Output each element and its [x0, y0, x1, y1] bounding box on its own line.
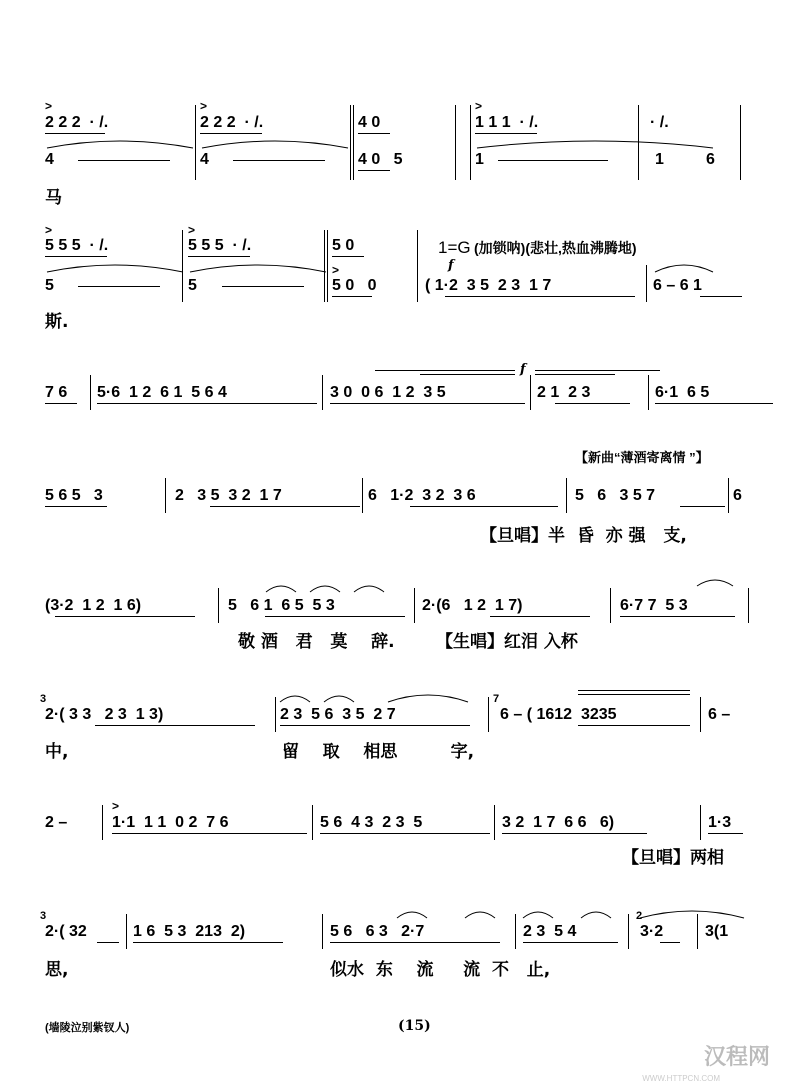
note-group: 2 2 2 · /.: [45, 114, 109, 131]
note-group: 3·2: [640, 923, 664, 940]
bar-line: [165, 478, 166, 513]
crescendo-line: [375, 370, 515, 371]
note-group: 2·( 3 3 2 3 1 3): [45, 706, 164, 723]
underline: [358, 133, 390, 134]
bar-line: [126, 914, 127, 949]
note-group: 3 0 0 6 1 2 3 5: [330, 384, 446, 401]
note-group: 5·6 1 2 6 1 5 6 4: [97, 384, 227, 401]
watermark-logo: 汉程网: [703, 1044, 770, 1070]
underline: [708, 833, 743, 834]
bar-line: [90, 375, 91, 410]
underline: [97, 403, 317, 404]
note-group: 1·3: [708, 814, 732, 831]
dynamic-mark: f: [520, 362, 526, 377]
note-group: (3·2 1 2 1 6): [45, 597, 142, 614]
note-group: 1 6 5 3 213 2): [133, 923, 246, 940]
bar-line: [195, 105, 196, 180]
underline: [620, 616, 735, 617]
sustain-line: [78, 286, 160, 287]
bar-line: [646, 265, 647, 302]
bar-line: [515, 914, 516, 949]
tie-arc: [188, 262, 328, 274]
bar-line: [322, 914, 323, 949]
bar-line: [697, 914, 698, 949]
note-group: 2 2 2 · /.: [200, 114, 264, 131]
note-group: 1·1 1 1 0 2 7 6: [112, 814, 229, 831]
underline: [133, 942, 283, 943]
note-group: 5 6 1 6 5 5 3: [228, 597, 335, 614]
note-group: 5 0: [332, 237, 355, 254]
accent-mark: >: [475, 99, 483, 113]
accent-mark: >: [45, 223, 53, 237]
slur-arc: [264, 582, 414, 594]
underline: [332, 256, 364, 257]
underline: [555, 403, 630, 404]
underline: [95, 725, 255, 726]
note-group: 2·( 32: [45, 923, 87, 940]
underline: [45, 133, 105, 134]
accent-mark: >: [332, 263, 340, 277]
underline: [410, 506, 558, 507]
note-group: 5 5 5 · /.: [188, 237, 252, 254]
bar-line: [327, 230, 328, 302]
sustain-line: [233, 160, 325, 161]
underline: [655, 403, 773, 404]
underline: [200, 133, 262, 134]
bar-line: [470, 105, 471, 180]
decrescendo-line: [535, 374, 615, 375]
grace-note: 2: [636, 910, 643, 922]
lyric: 敬 酒 君 莫 辞. 【生唱】红泪 入杯: [238, 632, 578, 652]
note-group: 4: [45, 151, 54, 168]
underline: [330, 403, 525, 404]
bar-line: [566, 478, 567, 513]
note-group: 1 1 1 · /.: [475, 114, 539, 131]
note-group: 6 – 6 1: [653, 277, 702, 294]
accent-mark: >: [188, 223, 196, 237]
note-group: 5 6 6 3 2·7: [330, 923, 425, 940]
note-group: ( 1·2 3 5 2 3 1 7: [425, 277, 552, 294]
note-group: 2 –: [45, 814, 68, 831]
note-group: 2·(6 1 2 1 7): [422, 597, 523, 614]
lyric: 留 取 相思 字,: [282, 742, 475, 762]
note-group: 7 6: [45, 384, 68, 401]
sustain-line: [78, 160, 170, 161]
note-group: 5 6 5 3: [45, 487, 103, 504]
note-group: 5 0 0: [332, 277, 377, 294]
bar-line: [748, 588, 749, 623]
underline: [45, 403, 77, 404]
tie-arc: [653, 262, 715, 274]
bar-line: [350, 105, 351, 180]
tie-arc: [45, 262, 185, 274]
underline: [320, 833, 490, 834]
note-group: 1: [655, 151, 664, 168]
bar-line: [638, 105, 639, 180]
bar-line: [322, 375, 323, 410]
accent-mark: >: [45, 99, 53, 113]
bar-line: [628, 914, 629, 949]
note-group: 5: [45, 277, 54, 294]
note-group: 5: [188, 277, 197, 294]
note-group: 6: [706, 151, 715, 168]
bar-line: [218, 588, 219, 623]
crescendo-line: [420, 374, 515, 375]
underline: [188, 256, 250, 257]
note-group: 2 3 5 4: [523, 923, 577, 940]
bar-line: [700, 697, 701, 732]
bar-line: [102, 805, 103, 840]
underline: [55, 616, 195, 617]
bar-line: [648, 375, 649, 410]
underline: [330, 942, 500, 943]
tie-arc: [45, 138, 195, 150]
note-group: 1: [475, 151, 484, 168]
lyric: 思,: [45, 960, 69, 980]
underline: [280, 725, 470, 726]
slur-arc: [278, 692, 478, 704]
lyric: 中,: [45, 742, 69, 762]
accent-mark: >: [200, 99, 208, 113]
bar-line: [182, 230, 183, 302]
bar-line: [455, 105, 456, 180]
bar-line: [530, 375, 531, 410]
lyric: 【旦唱】两相: [622, 848, 724, 868]
bar-line: [740, 105, 741, 180]
footer-title: (墙陵泣别紫钗人): [45, 1022, 130, 1034]
bar-line: [610, 588, 611, 623]
note-group: 5 6 4 3 2 3 5: [320, 814, 423, 831]
tremolo-line: [578, 690, 690, 691]
note-group: 2 1 2 3: [537, 384, 591, 401]
page-number: (15): [398, 1018, 431, 1034]
underline: [578, 725, 690, 726]
sustain-line: [498, 160, 608, 161]
underline: [490, 616, 590, 617]
note-group: 5 5 5 · /.: [45, 237, 109, 254]
bar-line: [275, 697, 276, 732]
bar-line: [488, 697, 489, 732]
note-group: 6: [733, 487, 742, 504]
accent-mark: >: [112, 799, 120, 813]
lyric: 【旦唱】半 昏 亦 强 支,: [480, 526, 687, 546]
lyric: 似水 东 流 流 不 止,: [330, 960, 551, 980]
bar-line: [324, 230, 325, 302]
note-group: 4 0 5: [358, 151, 403, 168]
slur-arc: [638, 908, 748, 920]
note-group: 5 6 3 5 7: [575, 487, 656, 504]
note-group: 6 –: [708, 706, 731, 723]
underline: [700, 296, 742, 297]
note-group: 6 1·2 3 2 3 6: [368, 487, 476, 504]
lyric: 斯.: [45, 312, 69, 332]
bar-line: [417, 230, 418, 302]
note-group: 6·7 7 5 3: [620, 597, 688, 614]
slur-arc: [395, 908, 505, 920]
performance-note: (加锁呐)(悲壮,热血沸腾地): [474, 240, 637, 256]
bar-line: [494, 805, 495, 840]
bar-line: [312, 805, 313, 840]
underline: [475, 133, 537, 134]
underline: [265, 616, 405, 617]
watermark-url: WWW.HTTPCN.COM: [642, 1074, 720, 1083]
dynamic-mark: f: [448, 258, 454, 273]
grace-note: 3: [40, 910, 47, 922]
underline: [680, 506, 725, 507]
lyric: 马: [45, 188, 62, 208]
bar-line: [700, 805, 701, 840]
underline: [445, 296, 635, 297]
note-group: 4 0: [358, 114, 381, 131]
bar-line: [353, 105, 354, 180]
bar-line: [728, 478, 729, 513]
note-group: 3(1: [705, 923, 729, 940]
underline: [358, 170, 390, 171]
note-group: 6 – ( 1612 3235: [500, 706, 617, 723]
tie-arc: [475, 138, 715, 150]
underline: [502, 833, 647, 834]
slur-arc: [521, 908, 621, 920]
underline: [45, 256, 107, 257]
note-group: 2 3 5 3 2 1 7: [175, 487, 282, 504]
underline: [45, 506, 107, 507]
underline: [660, 942, 680, 943]
tie-arc: [200, 138, 350, 150]
note-group: 4: [200, 151, 209, 168]
underline: [523, 942, 618, 943]
note-group: · /.: [650, 114, 669, 131]
underline: [97, 942, 119, 943]
tremolo-line: [578, 694, 690, 695]
note-group: 6·1 6 5: [655, 384, 710, 401]
section-title: 【新曲“薄酒寄离情 ”】: [575, 450, 709, 465]
underline: [210, 506, 360, 507]
bar-line: [362, 478, 363, 513]
sustain-line: [222, 286, 304, 287]
grace-note: 3: [40, 693, 47, 705]
note-group: 2 3 5 6 3 5 2 7: [280, 706, 396, 723]
bar-line: [414, 588, 415, 623]
decrescendo-line: [535, 370, 660, 371]
key-signature: 1=G: [438, 238, 471, 257]
underline: [112, 833, 307, 834]
slur-arc: [695, 576, 735, 588]
note-group: 3 2 1 7 6 6 6): [502, 814, 615, 831]
grace-note: 7: [493, 693, 500, 705]
underline: [332, 296, 372, 297]
